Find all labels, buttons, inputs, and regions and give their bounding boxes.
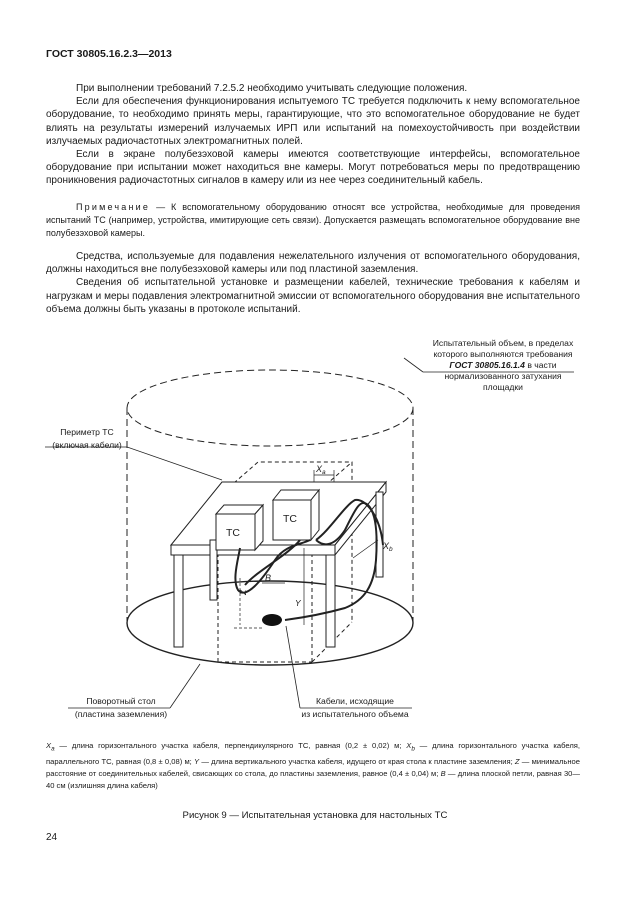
- cables-label: [292, 696, 418, 720]
- xa-subscript: a: [322, 469, 326, 476]
- paragraph: Если для обеспечения функционирования испытуемого ТС требуется подключить к нему вспомогательное оборудование, то необходимо принять меры, гарантирующие, что это вспомогательное оборудование не будет влиять на результаты измерений излучаемых ИРП или испытаний на помехоустойчивость при воздействии излучаемых радиочастотных электромагнитных полей.: [46, 96, 580, 147]
- legend-symbol: X: [46, 741, 52, 750]
- xb-label: [382, 541, 393, 553]
- turntable-label-line: (пластина заземления): [74, 709, 168, 719]
- legend-text: — длина плоской петли, равная 30—40 см (излишняя длина кабеля): [46, 768, 580, 791]
- legend-subscript: a: [51, 745, 55, 753]
- perimeter-label-line: (включая кабели): [52, 440, 122, 450]
- volume-label-line: площадки: [483, 382, 523, 392]
- note-text: — К вспомогательному оборудованию относят все устройства, необходимые для проведения испытаний ТС (например, устройства, имитирующие сеть связи). Допускается размещать вспомогательное оборудование вне полубезэховой камеры.: [46, 202, 580, 238]
- legend-symbol: Z: [514, 756, 520, 766]
- b-label: B: [265, 573, 272, 583]
- document-header: ГОСТ 30805.16.2.3—2013: [46, 48, 172, 60]
- legend-text: — длина вертикального участка кабеля, идущего от края стола к пластине заземления;: [199, 756, 515, 766]
- volume-label-line: нормализованного затухания: [444, 371, 562, 381]
- paragraph: При выполнении требований 7.2.5.2 необходимо учитывать следующие положения.: [76, 83, 468, 94]
- cables-label-line: Кабели, исходящие: [316, 696, 394, 706]
- volume-label-line: которого выполняются требования: [433, 349, 573, 359]
- paragraph: Средства, используемые для подавления нежелательного излучения от вспомогательного оборудования, должны находиться вне полубезэховой камеры или под пластиной заземления.: [46, 251, 580, 276]
- turntable-label-line: Поворотный стол: [86, 696, 156, 706]
- z-label: Z: [238, 589, 248, 595]
- paragraph: Сведения об испытательной установке и размещении кабелей, технические требования к кабелям и нагрузкам и меры подавления электромагнитной эмиссии от вспомогательного оборудования вне испытательного объема должны быть указаны в протоколе испытаний.: [46, 277, 580, 315]
- ts2-label: ТС: [283, 513, 297, 525]
- volume-label-line: [428, 360, 578, 371]
- perimeter-label-line: Периметр ТС: [60, 427, 114, 437]
- volume-label-line: Испытательный объем, в пределах: [432, 338, 574, 348]
- figure-legend: [46, 740, 580, 792]
- legend-text: — длина горизонтального участка кабеля, параллельного ТС, равная (0,8 ± 0,08) м;: [46, 741, 580, 766]
- xb-subscript: b: [389, 546, 393, 553]
- xa-label: [315, 464, 326, 476]
- volume-top-ellipse: [127, 370, 413, 446]
- volume-label-tail: в части: [524, 360, 557, 370]
- legend-text: — длина горизонтального участка кабеля, перпендикулярного ТС, равная (0,2 ± 0,02) м;: [54, 741, 407, 750]
- turntable-label: [62, 696, 180, 720]
- xb-letter: X: [383, 541, 390, 551]
- legend-symbol: Y: [194, 756, 200, 766]
- paragraph: Если в экране полубезэховой камеры имеются соответствующие интерфейсы, вспомогательное оборудование при испытании может находиться вне камеры. Могут потребоваться меры по предотвращению проникновения радиочастотных сигналов в камеру или из нее через соединительный кабель.: [46, 149, 580, 187]
- legend-symbol: B: [440, 768, 446, 778]
- figure-caption: Рисунок 9 — Испытательная установка для настольных ТС: [182, 810, 448, 821]
- ground-connection: [262, 614, 282, 626]
- xa-letter: X: [316, 464, 323, 474]
- cables-label-line: из испытательного объема: [301, 709, 409, 719]
- legend-symbol: X: [406, 741, 412, 750]
- ts1-label: ТС: [226, 527, 240, 539]
- perimeter-label: [46, 427, 128, 451]
- legend-subscript: b: [411, 745, 415, 753]
- volume-label-standard: ГОСТ 30805.16.1.4: [449, 360, 525, 370]
- volume-label: [428, 338, 578, 393]
- note-label: Примечание: [76, 202, 151, 212]
- y-label: Y: [295, 598, 301, 608]
- page-number: 24: [46, 832, 58, 843]
- legend-text: — минимальное расстояние от соединительных кабелей, свисающих со стола, до пластины заземления, равное (0,4 ± 0,04) м;: [46, 756, 580, 778]
